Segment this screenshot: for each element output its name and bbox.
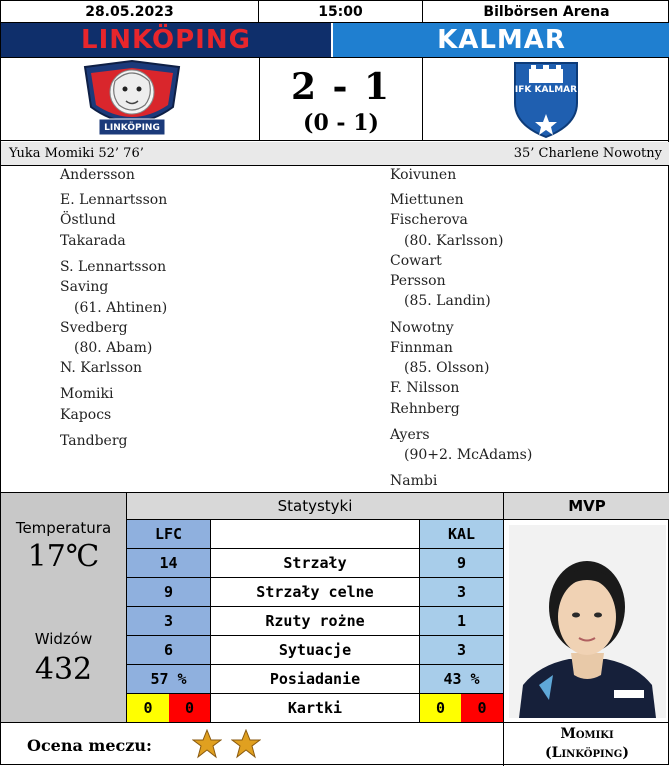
home-yellow-cards: 0 [127, 694, 169, 722]
mvp-name: Momiki [560, 726, 614, 742]
stats-abbr-row [127, 520, 503, 549]
stat-away: 43 % [419, 665, 503, 693]
temperature-label: Temperatura [15, 519, 112, 537]
home-red-cards: 0 [169, 694, 211, 722]
home-player: Takarada [60, 233, 126, 249]
home-player: Saving [60, 279, 109, 295]
kalmar-logo-text: IFK KALMAR [514, 85, 578, 95]
conditions-panel [1, 492, 127, 722]
stats-header: Statystyki [127, 492, 503, 520]
home-abbr: LFC [127, 520, 211, 548]
match-date: 28.05.2023 [1, 1, 259, 23]
away-substitution: (85. Olsson) [404, 360, 490, 376]
match-time: 15:00 [259, 1, 423, 23]
mvp-name-box [503, 722, 669, 766]
stat-label: Sytuacje [211, 636, 419, 664]
stat-home: 57 % [127, 665, 211, 693]
halftime-score: (0 - 1) [303, 110, 379, 136]
stat-label: Strzały [211, 549, 419, 577]
away-player: Finnman [390, 340, 453, 356]
stat-home: 9 [127, 578, 211, 606]
rating-star-icon [231, 729, 261, 759]
temperature-value: 17℃ [27, 539, 100, 574]
linkoping-logo-text: LINKÖPING [104, 123, 160, 133]
home-player: Östlund [60, 212, 116, 228]
stat-home: 3 [127, 607, 211, 635]
home-player: Svedberg [60, 320, 128, 336]
final-score: 2 - 1 [290, 66, 392, 108]
cards-label: Kartki [211, 694, 419, 722]
away-player: Fischerova [390, 212, 468, 228]
stat-home: 14 [127, 549, 211, 577]
stat-row [127, 665, 503, 694]
home-player: Tandberg [60, 433, 128, 449]
match-venue: Bilbörsen Arena [423, 1, 669, 23]
home-player: Momiki [60, 386, 114, 402]
crowd-label: Widzów [34, 630, 93, 648]
away-substitution: (85. Landin) [404, 293, 491, 309]
away-substitution: (80. Karlsson) [404, 233, 504, 249]
away-team-name: KALMAR [333, 23, 669, 57]
stat-row [127, 607, 503, 636]
stat-away: 3 [419, 636, 503, 664]
mvp-header: MVP [503, 492, 669, 520]
away-player: Cowart [390, 253, 442, 269]
match-rating-label: Ocena meczu: [27, 736, 152, 755]
away-yellow-cards: 0 [419, 694, 461, 722]
rating-star-icon [192, 729, 222, 759]
home-player: Andersson [60, 167, 135, 183]
stat-row [127, 549, 503, 578]
home-player: E. Lennartsson [60, 192, 168, 208]
away-red-cards: 0 [461, 694, 503, 722]
home-substitution: (61. Ahtinen) [74, 300, 168, 316]
mvp-team: (Linköping) [545, 745, 629, 761]
away-player: Nowotny [390, 320, 454, 336]
home-player: N. Karlsson [60, 360, 143, 376]
away-player: F. Nilsson [390, 380, 460, 396]
stat-away: 9 [419, 549, 503, 577]
away-player: Persson [390, 273, 446, 289]
abbr-spacer [211, 520, 419, 548]
away-player: Rehnberg [390, 401, 460, 417]
scorers-row [1, 142, 669, 166]
mvp-photo [509, 525, 666, 718]
stat-away: 1 [419, 607, 503, 635]
stat-label: Rzuty rożne [211, 607, 419, 635]
kalmar-logo [511, 59, 581, 139]
score-box [259, 58, 423, 141]
home-team-name: LINKÖPING [1, 23, 331, 57]
away-substitution: (90+2. McAdams) [404, 447, 533, 463]
away-player: Miettunen [390, 192, 464, 208]
away-scorers: 35’ Charlene Nowotny [513, 146, 662, 161]
lineups [1, 167, 669, 492]
home-substitution: (80. Abam) [74, 340, 153, 356]
home-player: Kapocs [60, 407, 112, 423]
home-player: S. Lennartsson [60, 259, 167, 275]
away-abbr: KAL [419, 520, 503, 548]
cards-row [127, 694, 503, 722]
stat-row [127, 636, 503, 665]
stat-label: Strzały celne [211, 578, 419, 606]
away-player: Nambi [390, 473, 438, 489]
stat-row [127, 578, 503, 607]
stat-away: 3 [419, 578, 503, 606]
stat-home: 6 [127, 636, 211, 664]
home-scorers: Yuka Momiki 52’ 76’ [9, 146, 144, 161]
away-player: Koivunen [390, 167, 457, 183]
stat-label: Posiadanie [211, 665, 419, 693]
away-player: Ayers [390, 427, 430, 443]
crowd-value: 432 [34, 652, 93, 687]
